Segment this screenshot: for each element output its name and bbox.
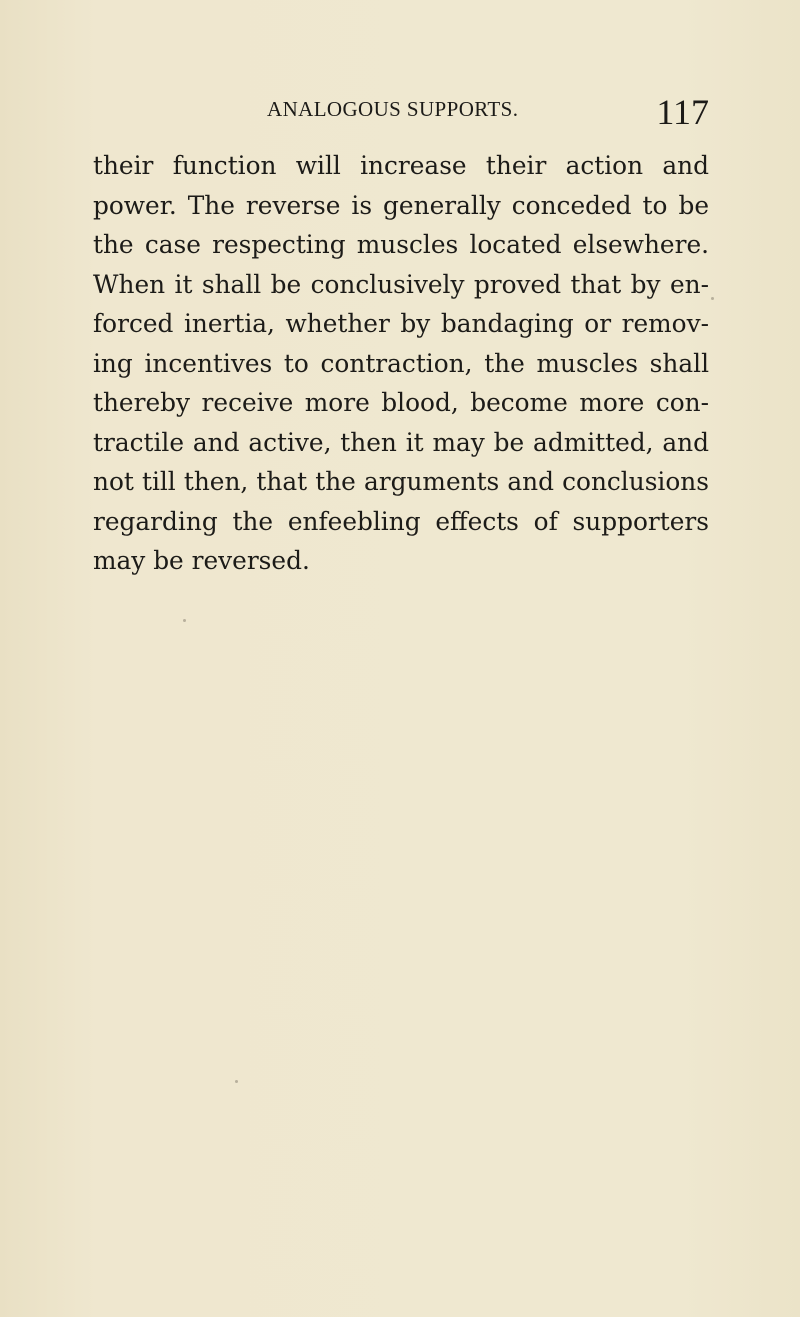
text-line: ing incentives to contraction, the muscles shall	[93, 348, 709, 378]
page-number: 117	[656, 92, 709, 132]
text-line: the case respecting muscles located elsewhere.	[93, 230, 709, 259]
text-line: power. The reverse is generally conceded to be	[93, 190, 709, 220]
body-paragraph	[93, 146, 709, 581]
running-title: ANALOGOUS SUPPORTS.	[267, 97, 519, 121]
text-line: forced inertia, whether by bandaging or remov-	[93, 309, 709, 338]
paper-speck	[711, 297, 714, 300]
text-line: regarding the enfeebling effects of supporters	[93, 506, 709, 536]
text-line: thereby receive more blood, become more con-	[93, 388, 709, 417]
text-line: may be reversed.	[93, 546, 310, 575]
text-line: not till then, that the arguments and conclusions	[93, 467, 709, 496]
text-line: their function will increase their action and	[93, 151, 709, 180]
running-head	[93, 93, 709, 133]
text-line: When it shall be conclusively proved that by en-	[93, 269, 709, 299]
paper-speck	[183, 619, 186, 622]
paper-speck	[235, 1080, 238, 1083]
text-line: tractile and active, then it may be admitted, and	[93, 427, 709, 457]
